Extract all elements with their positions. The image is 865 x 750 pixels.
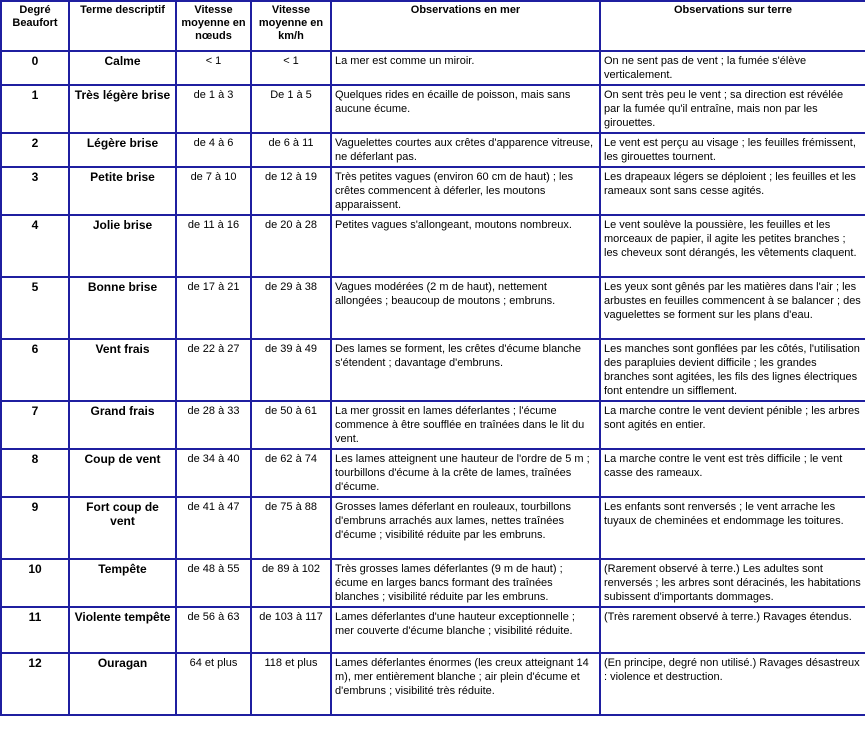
table-row <box>1 653 865 715</box>
knots-cell: de 22 à 27 <box>176 339 251 401</box>
term-cell: Vent frais <box>69 339 176 401</box>
header-sea-observations: Observations en mer <box>331 1 600 51</box>
term-cell: Très légère brise <box>69 85 176 133</box>
header-term: Terme descriptif <box>69 1 176 51</box>
knots-cell: de 41 à 47 <box>176 497 251 559</box>
term-cell: Légère brise <box>69 133 176 167</box>
header-degree: Degré Beaufort <box>1 1 69 51</box>
sea-observation-cell: Lames déferlantes d'une hauteur exceptionnelle ; mer couverte d'écume blanche ; visibilité réduite. <box>331 607 600 653</box>
land-observation-cell: Les drapeaux légers se déploient ; les feuilles et les rameaux sont sans cesse agités. <box>600 167 865 215</box>
sea-observation-cell: La mer est comme un miroir. <box>331 51 600 85</box>
table-row <box>1 277 865 339</box>
header-speed-kmh: Vitesse moyenne en km/h <box>251 1 331 51</box>
land-observation-cell: Le vent est perçu au visage ; les feuilles frémissent, les girouettes tournent. <box>600 133 865 167</box>
sea-observation-cell: Lames déferlantes énormes (les creux atteignant 14 m), mer entièrement blanche ; air plein d'écume et d'embruns ; visibilité très réduite. <box>331 653 600 715</box>
sea-observation-cell: Des lames se forment, les crêtes d'écume blanche s'étendent ; davantage d'embruns. <box>331 339 600 401</box>
kmh-cell: de 103 à 117 <box>251 607 331 653</box>
knots-cell: < 1 <box>176 51 251 85</box>
kmh-cell: de 89 à 102 <box>251 559 331 607</box>
kmh-cell: de 50 à 61 <box>251 401 331 449</box>
degree-cell: 9 <box>1 497 69 559</box>
table-row <box>1 215 865 277</box>
degree-cell: 6 <box>1 339 69 401</box>
land-observation-cell: Les manches sont gonflées par les côtés, l'utilisation des parapluies devient difficile ; les grandes branches sont agitées, les fils des lignes électriques font entendre un sifflement. <box>600 339 865 401</box>
term-cell: Tempête <box>69 559 176 607</box>
term-cell: Fort coup de vent <box>69 497 176 559</box>
header-row <box>1 1 865 51</box>
table-row <box>1 339 865 401</box>
kmh-cell: de 75 à 88 <box>251 497 331 559</box>
land-observation-cell: Les enfants sont renversés ; le vent arrache les tuyaux de cheminées et endommage les toitures. <box>600 497 865 559</box>
knots-cell: de 56 à 63 <box>176 607 251 653</box>
term-cell: Grand frais <box>69 401 176 449</box>
land-observation-cell: (Très rarement observé à terre.) Ravages étendus. <box>600 607 865 653</box>
table-row <box>1 607 865 653</box>
degree-cell: 1 <box>1 85 69 133</box>
header-speed-knots: Vitesse moyenne en nœuds <box>176 1 251 51</box>
kmh-cell: de 62 à 74 <box>251 449 331 497</box>
knots-cell: de 48 à 55 <box>176 559 251 607</box>
sea-observation-cell: Petites vagues s'allongeant, moutons nombreux. <box>331 215 600 277</box>
kmh-cell: 118 et plus <box>251 653 331 715</box>
knots-cell: de 1 à 3 <box>176 85 251 133</box>
knots-cell: de 34 à 40 <box>176 449 251 497</box>
sea-observation-cell: Quelques rides en écaille de poisson, mais sans aucune écume. <box>331 85 600 133</box>
table-row <box>1 449 865 497</box>
table-row <box>1 133 865 167</box>
term-cell: Jolie brise <box>69 215 176 277</box>
table-row <box>1 51 865 85</box>
land-observation-cell: (Rarement observé à terre.) Les adultes sont renversés ; les arbres sont déracinés, les habitations subissent d'importants dommages. <box>600 559 865 607</box>
knots-cell: de 17 à 21 <box>176 277 251 339</box>
table-row <box>1 401 865 449</box>
land-observation-cell: La marche contre le vent devient pénible ; les arbres sont agités en entier. <box>600 401 865 449</box>
term-cell: Calme <box>69 51 176 85</box>
land-observation-cell: La marche contre le vent est très difficile ; le vent casse des rameaux. <box>600 449 865 497</box>
table-body <box>1 51 865 715</box>
header-land-observations: Observations sur terre <box>600 1 865 51</box>
term-cell: Coup de vent <box>69 449 176 497</box>
sea-observation-cell: Très petites vagues (environ 60 cm de haut) ; les crêtes commencent à déferler, les moutons apparaissent. <box>331 167 600 215</box>
degree-cell: 0 <box>1 51 69 85</box>
sea-observation-cell: Vagues modérées (2 m de haut), nettement allongées ; beaucoup de moutons ; embruns. <box>331 277 600 339</box>
kmh-cell: de 12 à 19 <box>251 167 331 215</box>
sea-observation-cell: La mer grossit en lames déferlantes ; l'écume commence à être soufflée en traînées dans le lit du vent. <box>331 401 600 449</box>
sea-observation-cell: Les lames atteignent une hauteur de l'ordre de 5 m ; tourbillons d'écume à la crête de lames, traînées d'écume. <box>331 449 600 497</box>
kmh-cell: de 29 à 38 <box>251 277 331 339</box>
kmh-cell: de 6 à 11 <box>251 133 331 167</box>
degree-cell: 3 <box>1 167 69 215</box>
term-cell: Bonne brise <box>69 277 176 339</box>
degree-cell: 7 <box>1 401 69 449</box>
land-observation-cell: On sent très peu le vent ; sa direction est révélée par la fumée qu'il entraîne, mais non par les girouettes. <box>600 85 865 133</box>
table-row <box>1 167 865 215</box>
degree-cell: 4 <box>1 215 69 277</box>
kmh-cell: De 1 à 5 <box>251 85 331 133</box>
degree-cell: 12 <box>1 653 69 715</box>
term-cell: Violente tempête <box>69 607 176 653</box>
degree-cell: 10 <box>1 559 69 607</box>
table-row <box>1 497 865 559</box>
knots-cell: de 11 à 16 <box>176 215 251 277</box>
land-observation-cell: Le vent soulève la poussière, les feuilles et les morceaux de papier, il agite les petites branches ; les cheveux sont dérangés, les vêtements claquent. <box>600 215 865 277</box>
land-observation-cell: (En principe, degré non utilisé.) Ravages désastreux : violence et destruction. <box>600 653 865 715</box>
term-cell: Petite brise <box>69 167 176 215</box>
land-observation-cell: On ne sent pas de vent ; la fumée s'élève verticalement. <box>600 51 865 85</box>
degree-cell: 8 <box>1 449 69 497</box>
degree-cell: 5 <box>1 277 69 339</box>
sea-observation-cell: Grosses lames déferlant en rouleaux, tourbillons d'embruns arrachés aux lames, nettes traînées d'écume ; visibilité réduite par les embruns. <box>331 497 600 559</box>
table-row <box>1 85 865 133</box>
degree-cell: 11 <box>1 607 69 653</box>
table-header <box>1 1 865 51</box>
table-row <box>1 559 865 607</box>
knots-cell: de 4 à 6 <box>176 133 251 167</box>
sea-observation-cell: Vaguelettes courtes aux crêtes d'apparence vitreuse, ne déferlant pas. <box>331 133 600 167</box>
kmh-cell: de 20 à 28 <box>251 215 331 277</box>
kmh-cell: < 1 <box>251 51 331 85</box>
term-cell: Ouragan <box>69 653 176 715</box>
knots-cell: 64 et plus <box>176 653 251 715</box>
knots-cell: de 28 à 33 <box>176 401 251 449</box>
kmh-cell: de 39 à 49 <box>251 339 331 401</box>
degree-cell: 2 <box>1 133 69 167</box>
sea-observation-cell: Très grosses lames déferlantes (9 m de haut) ; écume en larges bancs formant des traînées blanches ; visibilité réduite par les embruns. <box>331 559 600 607</box>
land-observation-cell: Les yeux sont gênés par les matières dans l'air ; les arbustes en feuilles commencent à se balancer ; des vaguelettes se forment sur les plans d'eau. <box>600 277 865 339</box>
knots-cell: de 7 à 10 <box>176 167 251 215</box>
